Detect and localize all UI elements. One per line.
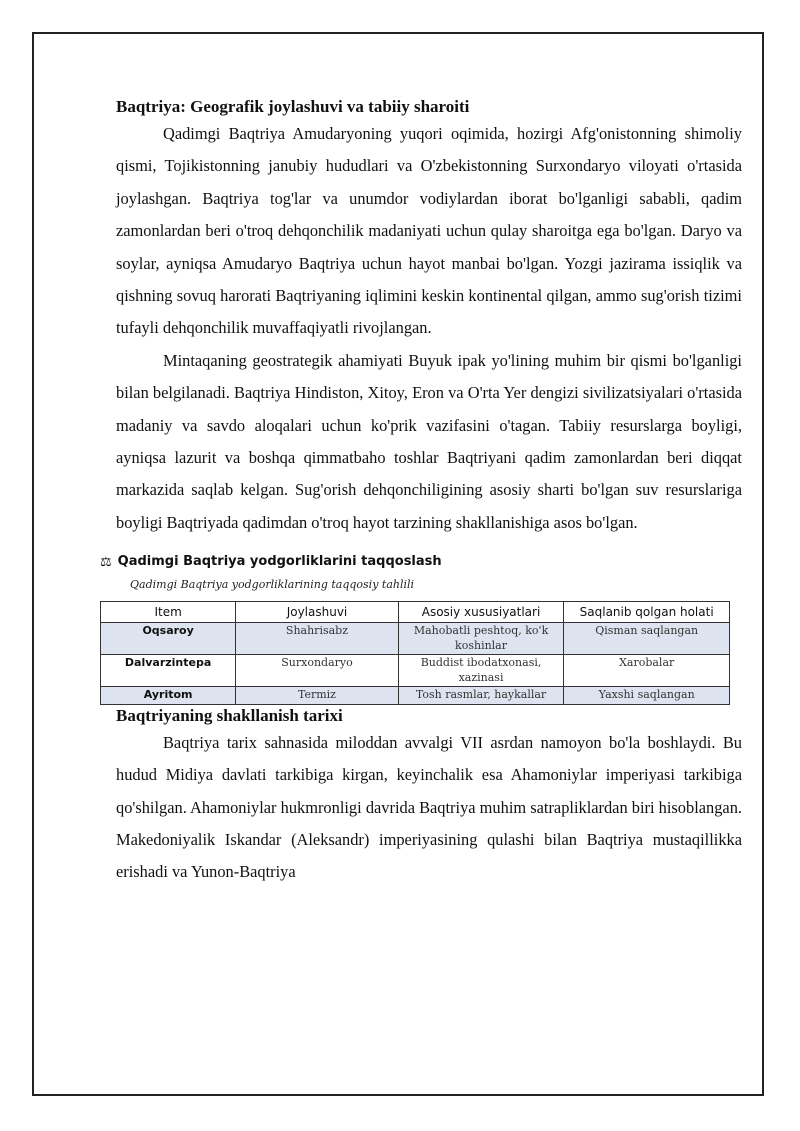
table-heading	[100, 553, 734, 571]
body-paragraph: Qadimgi Baqtriya Amudaryoning yuqori oqimida, hozirgi Afg'onistonning shimoliy qismi, Tojikistonning janubiy hududlari va O'zbekistonning Surxondaryo viloyati o'rtasida joylashgan. Baqtriya tog'lar va unumdor vodiylardan iborat bo'lganligi sababli, qadim zamonlardan beri o'troq dehqonchilik madaniyati uchun qulay sharoitga ega bo'lgan. Daryo va soylar, ayniqsa Amudaryo Baqtriya uchun hayot manbai bo'lgan. Yozgi jazirama issiqlik va qishning sovuq harorati Baqtriyaning iqlimini keskin kontinental qilgan, ammo sug'orish tizimi tufayli dehqonchilik muvaffaqiyatli rivojlangan.	[116, 124, 742, 338]
table-row	[101, 687, 730, 705]
body-paragraph: Baqtriya tarix sahnasida miloddan avvalgi VII asrdan namoyon bo'la boshlaydi. Bu hudud Midiya davlati tarkibiga kirgan, keyinchalik esa Ahamoniylar imperiyasi tarkibiga qo'shilgan. Ahamoniylar hukmronligi davrida Baqtriya muhim satrapliklardan biri hisoblangan. Makedoniyalik Iskandar (Aleksandr) imperiyasining qulashi bilan Baqtriya mustaqillikka erishadi va Yunon-Baqtriya	[116, 732, 742, 882]
comparison-table	[100, 601, 730, 705]
table-heading-text: Qadimgi Baqtriya yodgorliklarini taqqoslash	[117, 554, 442, 570]
column-header-condition: Saqlanib qolgan holati	[564, 602, 730, 623]
scale-icon: ⚖	[100, 554, 112, 570]
table-cell-item: Oqsaroy	[101, 623, 236, 655]
column-header-features: Asosiy xususiyatlari	[398, 602, 564, 623]
monuments-table-block	[100, 553, 734, 705]
table-cell-features: Buddist ibodatxonasi, xazinasi	[398, 655, 564, 687]
table-cell-features: Mahobatli peshtoq, ko'k koshinlar	[398, 623, 564, 655]
table-header-row	[101, 602, 730, 623]
table-row	[101, 655, 730, 687]
table-cell-features: Tosh rasmlar, haykallar	[398, 687, 564, 705]
section-heading-history: Baqtriyaning shakllanish tarixi	[116, 705, 343, 725]
table-cell-condition: Yaxshi saqlangan	[564, 687, 730, 705]
table-caption: Qadimgi Baqtriya yodgorliklarining taqqosiy tahlili	[130, 578, 415, 592]
table-row	[101, 623, 730, 655]
table-cell-location: Termiz	[236, 687, 398, 705]
body-paragraph: Mintaqaning geostrategik ahamiyati Buyuk ipak yo'lining muhim bir qismi bo'lganligi bilan belgilanadi. Baqtriya Hindiston, Xitoy, Eron va O'rta Yer dengizi sivilizatsiyalari o'rtasida madaniy va savdo aloqalari uchun ko'prik vazifasini o'tagan. Tabiiy resurslarga boyligi, ayniqsa lazurit va boshqa qimmatbaho toshlar Baqtriyani qadim zamonlardan beri diqqat markazida saqlab kelgan. Sug'orish dehqonchiligining asosiy sharti bo'lgan suv resurslariga boyligi Baqtriyada qadimdan o'troq hayot tarzining shakllanishiga asos bo'lgan.	[116, 350, 742, 532]
table-cell-condition: Xarobalar	[564, 655, 730, 687]
table-cell-condition: Qisman saqlangan	[564, 623, 730, 655]
table-cell-location: Surxondaryo	[236, 655, 398, 687]
table-cell-item: Ayritom	[101, 687, 236, 705]
document-body	[100, 96, 742, 889]
column-header-item: Item	[101, 602, 236, 623]
table-cell-item: Dalvarzintepa	[101, 655, 236, 687]
column-header-location: Joylashuvi	[236, 602, 398, 623]
section-heading-geography: Baqtriya: Geografik joylashuvi va tabiiy sharoiti	[116, 97, 470, 116]
table-cell-location: Shahrisabz	[236, 623, 398, 655]
